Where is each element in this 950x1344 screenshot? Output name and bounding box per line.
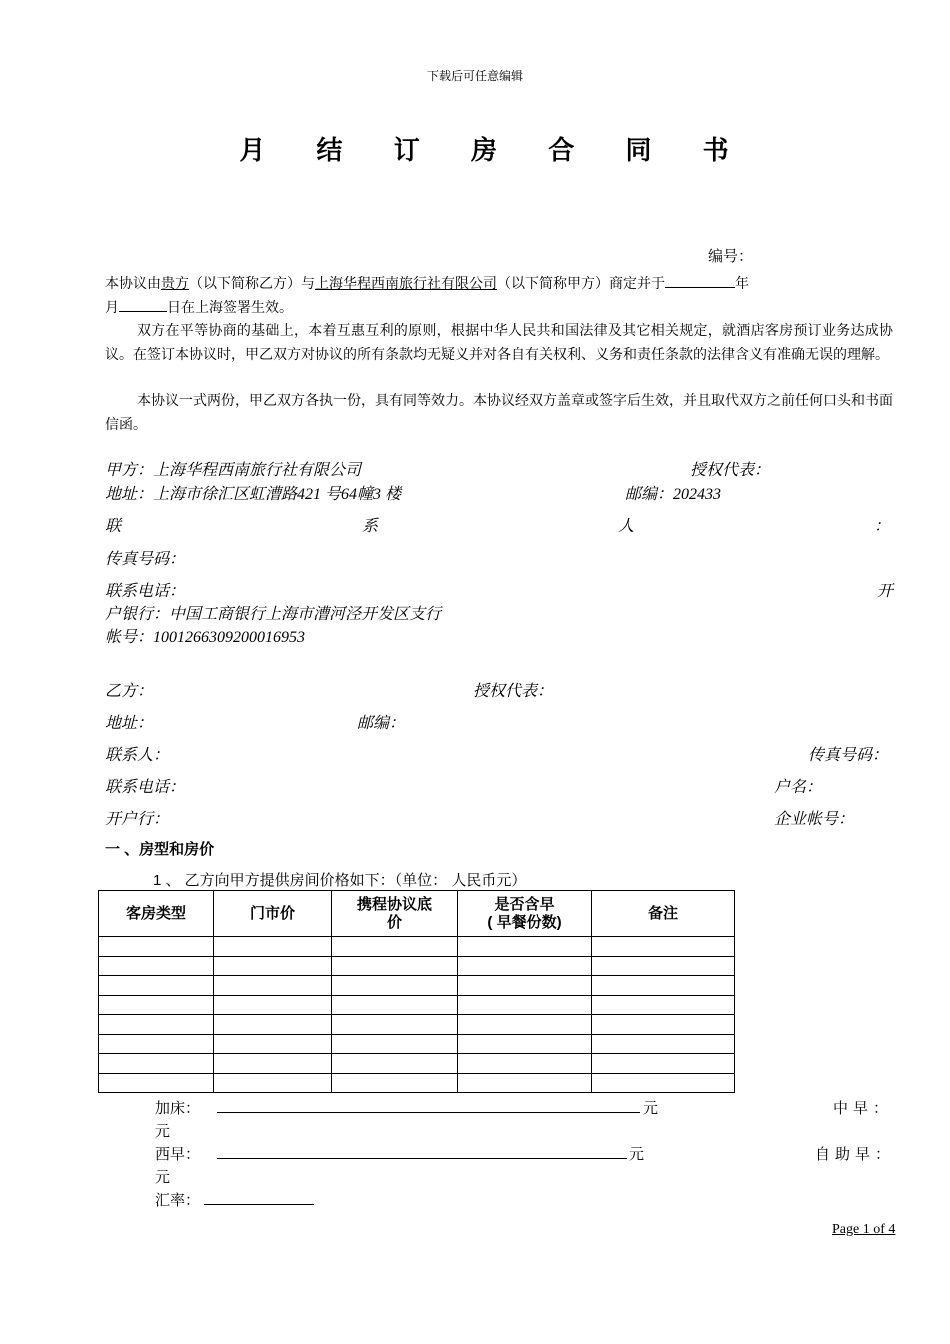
table-cell[interactable] (214, 995, 332, 1015)
price-table-header-row (99, 891, 735, 937)
table-cell[interactable] (214, 1054, 332, 1074)
day-blank[interactable] (119, 297, 167, 312)
document-title: 月 结 订 房 合 同 书 (239, 135, 751, 165)
western-breakfast-label: 西早： (155, 1146, 201, 1163)
party-a-contact-2: 系 (362, 518, 379, 535)
party-a-contact-3: 人 (618, 518, 635, 535)
party-b-contact: 联系人： (105, 747, 170, 764)
party-a-rep: 授权代表： (690, 462, 771, 479)
table-row (99, 937, 735, 957)
table-cell[interactable] (214, 1015, 332, 1035)
table-row (99, 1054, 735, 1074)
intro-paragraph-3: 本协议一式两份，甲乙双方各执一份，具有同等效力。本协议经双方盖章或签字后生效，并且取代双方之前任何口头和书面信函。 (105, 393, 893, 433)
western-breakfast-unit: 元 (629, 1146, 645, 1163)
guifang-text: 贵方 (161, 276, 189, 292)
table-cell[interactable] (592, 956, 735, 976)
party-b-bank: 开户行： (105, 811, 170, 828)
table-cell[interactable] (458, 1034, 592, 1054)
header-note: 下载后可任意编辑 (426, 69, 523, 83)
table-row (99, 976, 735, 996)
western-breakfast-blank[interactable] (217, 1158, 627, 1159)
table-cell[interactable] (592, 1073, 735, 1093)
table-cell[interactable] (99, 995, 214, 1015)
table-cell[interactable] (214, 1034, 332, 1054)
intro-paragraph-2: 双方在平等协商的基础上，本着互惠互利的原则，根据中华人民共和国法律及其它相关规定，就酒店客房预订业务达成协议。在签订本协议时，甲乙双方对协议的所有条款均无疑义并对各自有关权利、义务和责任条款的法律含义有准确无误的理解。 (105, 323, 893, 363)
buffet-breakfast-unit: 元 (155, 1169, 171, 1186)
table-row (99, 1073, 735, 1093)
party-a-address: 地址：上海市徐汇区虹漕路421 号64幢3 楼 (105, 486, 402, 503)
party-b-address: 地址： (105, 715, 154, 732)
table-cell[interactable] (592, 1034, 735, 1054)
table-cell[interactable] (99, 1073, 214, 1093)
party-a-postcode: 邮编：202433 (625, 486, 722, 503)
table-cell[interactable] (99, 1034, 214, 1054)
section-heading-room-price: 一 、房型和房价 (105, 841, 215, 858)
party-b-name: 乙方： (105, 683, 154, 700)
party-b-account-name: 户名： (774, 779, 823, 796)
chinese-breakfast-unit: 元 (155, 1123, 171, 1140)
header-breakfast: 是否含早 ( 早餐份数) (458, 891, 592, 937)
table-cell[interactable] (592, 976, 735, 996)
table-row (99, 1015, 735, 1035)
table-row (99, 956, 735, 976)
table-cell[interactable] (332, 1034, 458, 1054)
contract-number-label: 编号： (708, 248, 754, 265)
table-cell[interactable] (592, 1054, 735, 1074)
exchange-rate-blank[interactable] (204, 1204, 314, 1205)
table-cell[interactable] (332, 1073, 458, 1093)
table-cell[interactable] (332, 1015, 458, 1035)
exchange-rate-label: 汇率： (155, 1192, 201, 1209)
table-cell[interactable] (592, 937, 735, 957)
party-b-phone: 联系电话： (105, 779, 186, 796)
party-a-name: 甲方：上海华程西南旅行社有限公司 (105, 462, 362, 479)
table-cell[interactable] (332, 976, 458, 996)
party-b-postcode: 邮编： (357, 715, 406, 732)
table-cell[interactable] (99, 976, 214, 996)
party-a-bank-1: 开 (877, 583, 894, 600)
table-cell[interactable] (99, 1054, 214, 1074)
table-cell[interactable] (214, 1073, 332, 1093)
page-number: Page 1 of 4 (832, 1222, 896, 1237)
year-blank[interactable] (665, 273, 735, 288)
header-rack-rate: 门市价 (214, 891, 332, 937)
table-cell[interactable] (458, 956, 592, 976)
chinese-breakfast-label: 中早： (833, 1100, 894, 1117)
table-cell[interactable] (458, 976, 592, 996)
price-table-intro: 1 、 乙方向甲方提供房间价格如下：（单位： 人民币元） (153, 872, 527, 889)
party-a-contact-4: ： (874, 518, 891, 535)
price-table (98, 890, 735, 1093)
header-agreed-rate: 携程协议底 价 (332, 891, 458, 937)
table-cell[interactable] (332, 1054, 458, 1074)
party-a-account: 帐号：1001266309200016953 (105, 629, 306, 646)
table-cell[interactable] (99, 1015, 214, 1035)
table-cell[interactable] (458, 995, 592, 1015)
table-cell[interactable] (214, 956, 332, 976)
table-cell[interactable] (332, 937, 458, 957)
party-b-rep: 授权代表： (473, 683, 554, 700)
table-cell[interactable] (214, 937, 332, 957)
extra-bed-blank[interactable] (217, 1112, 640, 1113)
extra-bed-unit: 元 (643, 1100, 659, 1117)
table-cell[interactable] (458, 1073, 592, 1093)
table-cell[interactable] (458, 1015, 592, 1035)
table-cell[interactable] (592, 995, 735, 1015)
party-a-bank-2: 户银行：中国工商银行上海市漕河泾开发区支行 (105, 606, 442, 623)
table-cell[interactable] (458, 1054, 592, 1074)
table-cell[interactable] (332, 995, 458, 1015)
table-cell[interactable] (458, 937, 592, 957)
party-a-fax: 传真号码： (105, 551, 186, 568)
extra-bed-label: 加床： (155, 1100, 201, 1117)
table-cell[interactable] (592, 1015, 735, 1035)
table-row (99, 1034, 735, 1054)
table-row (99, 995, 735, 1015)
party-a-contact-1: 联 (105, 518, 122, 535)
party-b-account: 企业帐号： (774, 811, 855, 828)
header-room-type: 客房类型 (99, 891, 214, 937)
party-a-phone: 联系电话： (105, 583, 186, 600)
buffet-breakfast-label: 自助早： (815, 1146, 896, 1163)
header-remarks: 备注 (592, 891, 735, 937)
table-cell[interactable] (99, 956, 214, 976)
table-cell[interactable] (214, 976, 332, 996)
intro-paragraph-1: 本协议由贵方（以下简称乙方）与上海华程西南旅行社有限公司（以下简称甲方）商定并于 年 月 日在上海签署生效。 (105, 273, 893, 320)
party-b-fax: 传真号码： (808, 747, 889, 764)
table-cell[interactable] (332, 956, 458, 976)
table-cell[interactable] (99, 937, 214, 957)
company-name: 上海华程西南旅行社有限公司 (315, 276, 497, 292)
